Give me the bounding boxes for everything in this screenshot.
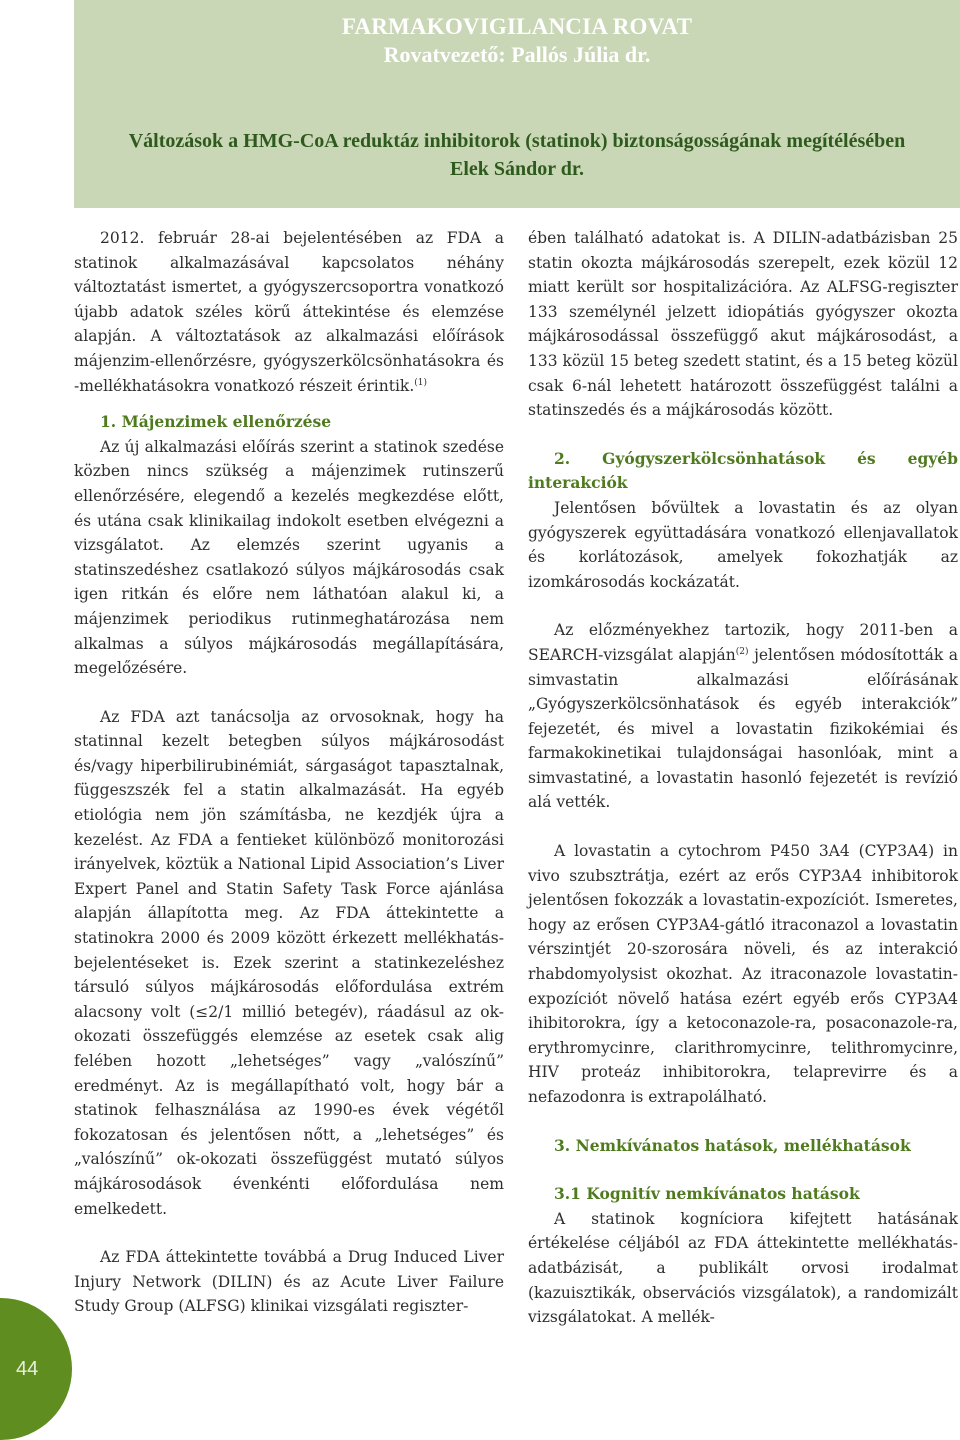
section-title: FARMAKOVIGILANCIA ROVAT — [341, 14, 693, 39]
header-band — [74, 0, 960, 208]
paragraph-dilin: Az FDA áttekintette továbbá a Drug Induced Liver Injury Network (DILIN) és az Acute Liver Failure Study Group (ALFSG) klinikai vizsgálati regiszter- — [74, 1248, 504, 1316]
intro-paragraph — [74, 226, 504, 398]
article-author: Elek Sándor dr. — [450, 158, 584, 180]
paragraph-fda-advice: Az FDA azt tanácsolja az orvosoknak, hogy ha statinnal kezelt betegben súlyos májkárosodást és/vagy hiperbilirubinémiát, sárgaságot tapasztalnak, függeszszék fel a statin alkalmazását. Ha egyéb etiológia nem jön számításba, ne kezdjék újra a kezelést. Az FDA a fentieket különböző monitorozási irányelvek, köztük a National Lipid Association’s Liver Expert Panel and Statin Safety Task Force ajánlása alapján állapította meg. Az FDA áttekintette a statinokra 2000 és 2009 között érkezett mellékhatás-bejelentéseket is. Ezek szerint a statinkezeléshez társuló súlyos májkárosodás előfordulása extrém alacsony volt (≤2/1 millió betegév), ráadásul az ok-okozati összefüggés elemzése az esetek csak alig felében hozott „lehetséges” vagy „valószínű” eredményt. Az is megállapítható volt, hogy bár a statinok felhasználása az 1990-es évek végétől fokozatosan és jelentősen nőtt, a „lehetséges” és „valószínű” ok-okozati összefüggést mutató súlyos májkárosodások évenkénti előfordulása nem emelkedett. — [74, 707, 504, 1218]
heading-liver-enzymes: 1. Májenzimek ellenőrzése — [100, 412, 332, 432]
paragraph-liver-enzymes: Az új alkalmazási előírás szerint a statinok szedése közben nincs szükség a májenzimek rutinszerű ellenőrzésére, elegendő a kezelés megkezdése előtt, és utána csak klinikailag indokolt esetben elvégezni a vizsgálatot. Az elemzés szerint ugyanis a statinszedéshez csatlakozó súlyos májkárosodás csak igen ritkán és előre nem láthatóan alakul ki, a májenzimek periodikus rutinmeghatározása nem alkalmas a súlyos májkárosodás megállapítására, megelőzésére. — [74, 437, 504, 678]
right-column — [528, 226, 958, 1330]
heading-cognitive-effects: 3.1 Kognitív nemkívánatos hatások — [554, 1184, 860, 1204]
paragraph-cyp3a4: A lovastatin a cytochrom P450 3A4 (CYP3A4) in vivo szubsztrátja, ezért az erős CYP3A4 inhibitorok jelentősen fokozzák a lovastatin-expozíciót. Ismeretes, hogy az erősen CYP3A4-gátló itraconazol a lovastatin vérszintjét 20-szorosára növeli, és az interakció rhabdomyolysist okozhat. Az itraconazole lovastatin-expozíciót növelő hatása ezért egyéb erős CYP3A4 ihibitorokra, így a ketoconazole-ra, posaconazole-ra, erythromycinre, clarithromycinre, telithromycinre, HIV proteáz inhibitorokra, telaprevirre és a nefazodonra is extrapolálható. — [528, 842, 958, 1106]
heading-adverse-effects: 3. Nemkívánatos hatások, mellékhatások — [554, 1135, 911, 1155]
paragraph-cognition: A statinok kogníciora kifejtett hatásának értékelése céljából az FDA áttekintette mellékhatás-adatbázisát, a publikált orvosi irodalmat (kazuisztikák, observációs vizsgálatok), a randomizált vizsgálatokat. A mellék- — [528, 1209, 958, 1327]
heading-interactions: 2. Gyógyszerkölcsönhatások és egyéb interakciók — [528, 448, 958, 493]
page-number: 44 — [16, 1358, 39, 1380]
search-text-b: jelentősen módosították a simvastatin alkalmazási előírásának „Gyógyszerkölcsönhatások és egyéb interakciók” fejezetét, és mivel a lovastatin fizikokémiai és farmakokinetikai tulajdonságai hasonlóak, mint a simvastatiné, a lovastatin hasonló fejezetét is revízió alá vették. — [528, 645, 959, 812]
left-column — [74, 226, 504, 1319]
section-editor: Rovatvezető: Pallós Júlia dr. — [383, 42, 651, 67]
paragraph-search-study — [528, 618, 958, 815]
intro-text: 2012. február 28-ai bejelentésében az FDA a statinok alkalmazásával kapcsolatos néhány változtatást ismertet, a gyógyszercsoportra vonatkozó újabb adatok széles körű áttekintése és elemzése alapján. A változtatások az alkalmazási előírások májenzim-ellenőrzésre, gyógyszerkölcsönhatásokra és -mellékhatásokra vonatkozó részeit érintik. — [74, 229, 504, 395]
search-text-a: Az előzményekhez tartozik, hogy 2011-ben a SEARCH-vizsgálat alapján — [528, 621, 958, 664]
search-reference: (2) — [735, 646, 749, 657]
paragraph-lovastatin-contraindications: Jelentősen bővültek a lovastatin és az olyan gyógyszerek együttadására vonatkozó ellenjavallatok és korlátozások, amelyek fokozhatják az izomkárosodás kockázatát. — [528, 498, 958, 591]
article-title: Változások a HMG-CoA reduktáz inhibitorok (statinok) biztonságosságának megítélésében — [128, 130, 906, 152]
paragraph-registry: ében található adatokat is. A DILIN-adatbázisban 25 statin okozta májkárosodás szerepelt, ezek közül 12 miatt került sor hospitalizációra. Az ALFSG-regiszter 133 személynél jelzett idiopátiás gyógyszer okozta májkárosodással összefüggő akut májkárosodást, a 133 közül 15 beteg szedett statint, és a 15 beteg közül csak 6-nál lehetett határozott összefüggést találni a statinszedés és a májkárosodás között. — [528, 229, 958, 420]
intro-reference: (1) — [414, 377, 427, 388]
